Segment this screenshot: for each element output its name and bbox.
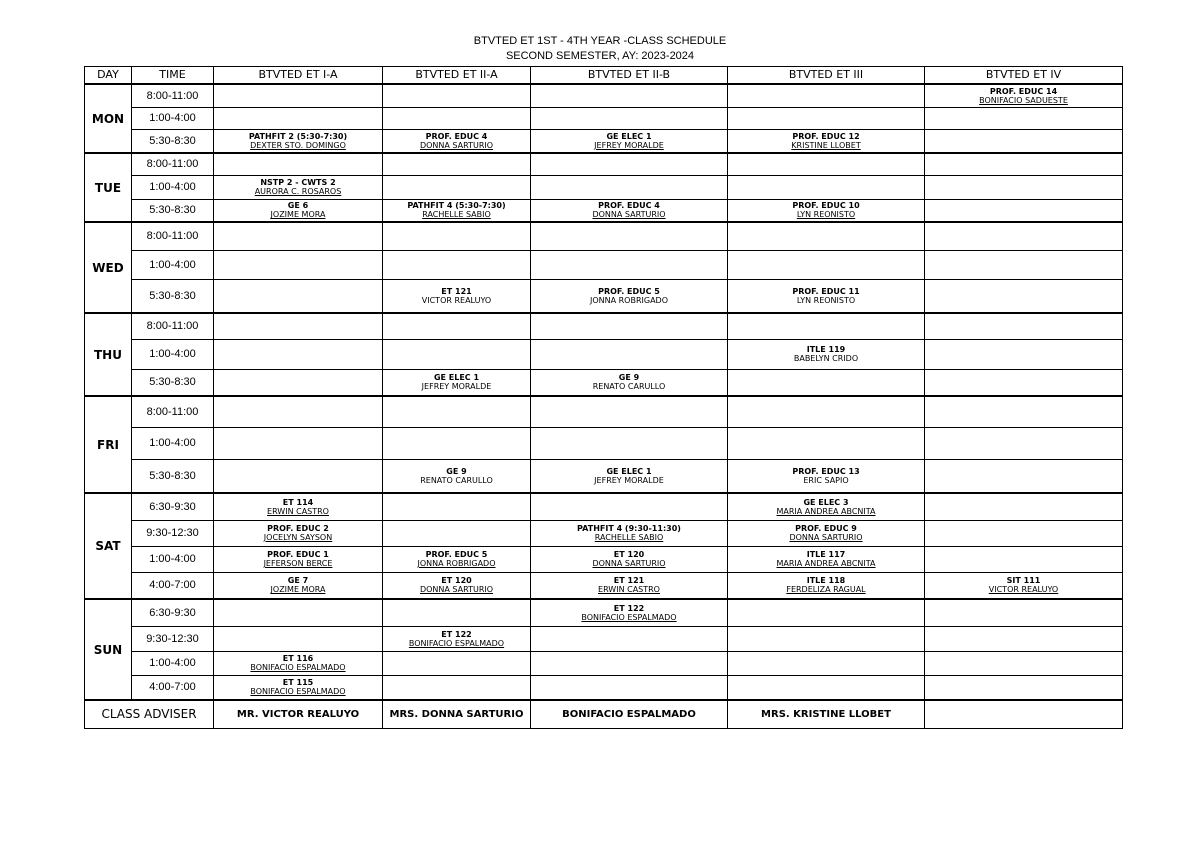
time-slot: 1:00-4:00 bbox=[132, 250, 214, 279]
class-cell bbox=[531, 520, 728, 546]
instructor-name: DONNA SARTURIO bbox=[419, 585, 494, 595]
subject-code: GE ELEC 3 bbox=[803, 497, 849, 507]
class-cell bbox=[925, 675, 1123, 700]
time-slot: 8:00-11:00 bbox=[132, 153, 214, 175]
class-cell bbox=[383, 313, 531, 339]
class-cell bbox=[925, 153, 1123, 175]
class-adviser-name: MRS. DONNA SARTURIO bbox=[383, 700, 531, 728]
instructor-name: ERIC SAPIO bbox=[803, 475, 849, 485]
instructor-name: KRISTINE LLOBET bbox=[791, 140, 861, 150]
time-slot: 1:00-4:00 bbox=[132, 427, 214, 459]
schedule-table bbox=[84, 66, 1123, 729]
column-header-et-3: BTVTED ET III bbox=[728, 67, 925, 85]
instructor-name: VICTOR REALUYO bbox=[988, 585, 1059, 595]
schedule-row bbox=[85, 427, 1123, 459]
class-cell bbox=[531, 546, 728, 572]
class-cell bbox=[214, 459, 383, 493]
time-slot: 1:00-4:00 bbox=[132, 107, 214, 129]
time-slot: 8:00-11:00 bbox=[132, 396, 214, 427]
subject-code: PROF. EDUC 5 bbox=[598, 286, 660, 296]
subject-code: SIT 111 bbox=[1006, 576, 1041, 586]
instructor-name: JEFREY MORALDE bbox=[421, 382, 492, 392]
subject-code: PROF. EDUC 11 bbox=[792, 286, 860, 296]
schedule-row bbox=[85, 675, 1123, 700]
schedule-row bbox=[85, 520, 1123, 546]
instructor-name: JOCELYN SAYSON bbox=[263, 533, 333, 542]
class-cell bbox=[383, 651, 531, 675]
instructor-name: BONIFACIO ESPALMADO bbox=[581, 612, 677, 622]
instructor-name: RACHELLE SABIO bbox=[594, 533, 664, 542]
class-cell bbox=[383, 129, 531, 153]
class-cell bbox=[728, 493, 925, 520]
subject-code: PROF. EDUC 1 bbox=[267, 550, 329, 559]
instructor-name: MARIA ANDREA ABCNITA bbox=[776, 506, 876, 516]
class-cell bbox=[728, 84, 925, 107]
time-slot: 8:00-11:00 bbox=[132, 84, 214, 107]
class-cell bbox=[531, 175, 728, 199]
class-cell bbox=[925, 84, 1123, 107]
class-cell bbox=[383, 599, 531, 626]
schedule-row bbox=[85, 396, 1123, 427]
time-slot: 5:30-8:30 bbox=[132, 279, 214, 313]
class-cell bbox=[531, 396, 728, 427]
subject-code: NSTP 2 - CWTS 2 bbox=[260, 178, 336, 187]
class-cell bbox=[925, 339, 1123, 369]
column-header-et-4: BTVTED ET IV bbox=[925, 67, 1123, 85]
time-slot: 5:30-8:30 bbox=[132, 199, 214, 222]
subject-code: PROF. EDUC 4 bbox=[598, 201, 660, 211]
class-cell bbox=[214, 546, 383, 572]
instructor-name: BONIFACIO ESPALMADO bbox=[250, 663, 346, 672]
time-slot: 6:30-9:30 bbox=[132, 493, 214, 520]
class-cell bbox=[728, 427, 925, 459]
instructor-name: LYN REONISTO bbox=[796, 295, 856, 305]
class-cell bbox=[728, 626, 925, 651]
class-cell bbox=[383, 175, 531, 199]
class-cell bbox=[728, 339, 925, 369]
class-cell bbox=[531, 313, 728, 339]
schedule-body bbox=[85, 84, 1123, 728]
subject-code: ET 120 bbox=[441, 576, 472, 586]
schedule-row bbox=[85, 129, 1123, 153]
class-cell bbox=[383, 369, 531, 396]
class-cell bbox=[214, 107, 383, 129]
subject-code: ET 120 bbox=[613, 550, 645, 559]
instructor-name: LYN REONISTO bbox=[796, 210, 856, 220]
class-cell bbox=[925, 572, 1123, 599]
subject-code: PROF. EDUC 4 bbox=[425, 131, 488, 141]
class-cell bbox=[728, 250, 925, 279]
class-cell bbox=[214, 175, 383, 199]
class-cell bbox=[383, 153, 531, 175]
class-cell bbox=[925, 396, 1123, 427]
instructor-name: BONIFACIO ESPALMADO bbox=[250, 687, 346, 697]
subject-code: ET 122 bbox=[613, 603, 645, 613]
schedule-title: BTVTED ET 1ST - 4TH YEAR -CLASS SCHEDULE bbox=[473, 35, 727, 47]
instructor-name: JEFREY MORALDE bbox=[594, 140, 664, 150]
class-cell bbox=[531, 459, 728, 493]
class-cell bbox=[531, 427, 728, 459]
class-cell bbox=[383, 396, 531, 427]
instructor-name: RENATO CARULLO bbox=[592, 382, 666, 392]
class-cell bbox=[728, 396, 925, 427]
class-cell bbox=[728, 651, 925, 675]
class-cell bbox=[383, 427, 531, 459]
class-cell bbox=[925, 313, 1123, 339]
class-cell bbox=[214, 250, 383, 279]
class-cell bbox=[383, 546, 531, 572]
day-label: WED bbox=[85, 222, 132, 313]
column-header-time: TIME bbox=[132, 67, 214, 85]
subject-code: ITLE 118 bbox=[806, 576, 846, 586]
instructor-name: FERDELIZA RAGUAL bbox=[786, 585, 866, 595]
instructor-name: ERWIN CASTRO bbox=[267, 506, 329, 516]
subject-code: GE 6 bbox=[287, 201, 309, 211]
class-cell bbox=[214, 626, 383, 651]
class-cell bbox=[925, 626, 1123, 651]
class-cell bbox=[925, 459, 1123, 493]
class-cell bbox=[531, 369, 728, 396]
schedule-row bbox=[85, 222, 1123, 250]
class-cell bbox=[383, 459, 531, 493]
instructor-name: DONNA SARTURIO bbox=[419, 140, 494, 150]
class-cell bbox=[383, 626, 531, 651]
subject-code: ET 121 bbox=[441, 286, 472, 296]
class-cell bbox=[728, 459, 925, 493]
instructor-name: JEFREY MORALDE bbox=[594, 475, 664, 485]
class-cell bbox=[531, 129, 728, 153]
class-cell bbox=[531, 339, 728, 369]
class-cell bbox=[383, 250, 531, 279]
class-cell bbox=[728, 107, 925, 129]
class-cell bbox=[925, 175, 1123, 199]
subject-code: GE ELEC 1 bbox=[606, 131, 652, 141]
subject-code: GE 9 bbox=[446, 466, 467, 476]
subject-code: PROF. EDUC 5 bbox=[425, 550, 488, 559]
day-label: TUE bbox=[85, 153, 132, 222]
subject-code: ET 122 bbox=[441, 629, 472, 639]
class-cell bbox=[531, 107, 728, 129]
class-cell bbox=[531, 493, 728, 520]
class-adviser-name: MR. VICTOR REALUYO bbox=[214, 700, 383, 728]
time-slot: 5:30-8:30 bbox=[132, 369, 214, 396]
schedule-row bbox=[85, 153, 1123, 175]
day-label: THU bbox=[85, 313, 132, 396]
instructor-name: DEXTER STO. DOMINGO bbox=[250, 140, 346, 150]
schedule-row bbox=[85, 250, 1123, 279]
day-label: SUN bbox=[85, 599, 132, 700]
instructor-name: JEFERSON BERCE bbox=[263, 559, 333, 568]
class-cell bbox=[383, 279, 531, 313]
time-slot: 4:00-7:00 bbox=[132, 572, 214, 599]
class-cell bbox=[728, 279, 925, 313]
header-row bbox=[85, 67, 1123, 85]
schedule-row bbox=[85, 175, 1123, 199]
column-header-et-2b: BTVTED ET II-B bbox=[531, 67, 728, 85]
class-cell bbox=[531, 572, 728, 599]
class-cell bbox=[925, 107, 1123, 129]
class-cell bbox=[214, 339, 383, 369]
class-cell bbox=[728, 129, 925, 153]
class-cell bbox=[214, 427, 383, 459]
class-cell bbox=[214, 599, 383, 626]
class-cell bbox=[383, 339, 531, 369]
time-slot: 6:30-9:30 bbox=[132, 599, 214, 626]
time-slot: 1:00-4:00 bbox=[132, 339, 214, 369]
class-cell bbox=[925, 199, 1123, 222]
time-slot: 9:30-12:30 bbox=[132, 520, 214, 546]
subject-code: GE 7 bbox=[287, 576, 309, 586]
subject-code: ET 115 bbox=[282, 678, 314, 688]
class-cell bbox=[214, 572, 383, 599]
schedule-row bbox=[85, 369, 1123, 396]
time-slot: 9:30-12:30 bbox=[132, 626, 214, 651]
subject-code: PATHFIT 4 (9:30-11:30) bbox=[577, 524, 681, 533]
class-cell bbox=[925, 129, 1123, 153]
subject-code: GE ELEC 1 bbox=[433, 373, 480, 383]
subject-code: ITLE 119 bbox=[806, 345, 846, 354]
subject-code: GE ELEC 1 bbox=[606, 466, 652, 476]
class-cell bbox=[925, 493, 1123, 520]
class-cell bbox=[925, 279, 1123, 313]
class-cell bbox=[214, 153, 383, 175]
class-cell bbox=[214, 651, 383, 675]
instructor-name: JOZIME MORA bbox=[270, 210, 326, 220]
class-cell bbox=[728, 546, 925, 572]
subject-code: PATHFIT 2 (5:30-7:30) bbox=[248, 131, 348, 141]
class-cell bbox=[728, 222, 925, 250]
time-slot: 1:00-4:00 bbox=[132, 546, 214, 572]
instructor-name: DONNA SARTURIO bbox=[592, 210, 666, 220]
class-cell bbox=[925, 520, 1123, 546]
class-cell bbox=[728, 153, 925, 175]
class-cell bbox=[531, 651, 728, 675]
class-cell bbox=[214, 129, 383, 153]
subject-code: PROF. EDUC 14 bbox=[989, 86, 1058, 96]
schedule-row bbox=[85, 84, 1123, 107]
class-adviser-label: CLASS ADVISER bbox=[85, 700, 214, 728]
class-cell bbox=[531, 279, 728, 313]
subject-code: PATHFIT 4 (5:30-7:30) bbox=[407, 201, 506, 211]
class-cell bbox=[214, 396, 383, 427]
class-cell bbox=[383, 520, 531, 546]
schedule-row bbox=[85, 651, 1123, 675]
subject-code: PROF. EDUC 10 bbox=[792, 201, 860, 211]
class-cell bbox=[531, 153, 728, 175]
instructor-name: RENATO CARULLO bbox=[420, 475, 493, 485]
instructor-name: JOZIME MORA bbox=[270, 585, 326, 595]
column-header-et-2a: BTVTED ET II-A bbox=[383, 67, 531, 85]
time-slot: 5:30-8:30 bbox=[132, 459, 214, 493]
class-cell bbox=[214, 493, 383, 520]
class-cell bbox=[531, 675, 728, 700]
schedule-row bbox=[85, 546, 1123, 572]
time-slot: 8:00-11:00 bbox=[132, 222, 214, 250]
class-cell bbox=[214, 222, 383, 250]
class-cell bbox=[925, 250, 1123, 279]
instructor-name: RACHELLE SABIO bbox=[422, 210, 491, 220]
subject-code: PROF. EDUC 13 bbox=[792, 466, 860, 476]
subject-code: ET 121 bbox=[613, 576, 645, 586]
schedule-row bbox=[85, 493, 1123, 520]
class-cell bbox=[728, 369, 925, 396]
class-adviser-name: MRS. KRISTINE LLOBET bbox=[728, 700, 925, 728]
class-cell bbox=[728, 199, 925, 222]
schedule-row bbox=[85, 572, 1123, 599]
day-label: FRI bbox=[85, 396, 132, 493]
column-header-et-1a: BTVTED ET I-A bbox=[214, 67, 383, 85]
class-cell bbox=[925, 651, 1123, 675]
class-cell bbox=[925, 599, 1123, 626]
time-slot: 1:00-4:00 bbox=[132, 651, 214, 675]
instructor-name: VICTOR REALUYO bbox=[421, 295, 492, 305]
class-cell bbox=[531, 626, 728, 651]
class-cell bbox=[728, 520, 925, 546]
class-cell bbox=[728, 313, 925, 339]
class-cell bbox=[214, 279, 383, 313]
column-header-day: DAY bbox=[85, 67, 132, 85]
schedule-row bbox=[85, 339, 1123, 369]
class-cell bbox=[214, 369, 383, 396]
class-cell bbox=[531, 599, 728, 626]
time-slot: 4:00-7:00 bbox=[132, 675, 214, 700]
class-cell bbox=[531, 199, 728, 222]
class-cell bbox=[214, 313, 383, 339]
day-label: MON bbox=[85, 84, 132, 153]
class-cell bbox=[383, 199, 531, 222]
subject-code: ITLE 117 bbox=[806, 550, 846, 559]
schedule-row bbox=[85, 107, 1123, 129]
class-cell bbox=[728, 572, 925, 599]
class-cell bbox=[214, 675, 383, 700]
class-cell bbox=[728, 599, 925, 626]
instructor-name: ERWIN CASTRO bbox=[598, 585, 660, 595]
class-cell bbox=[383, 493, 531, 520]
class-cell bbox=[728, 175, 925, 199]
time-slot: 8:00-11:00 bbox=[132, 313, 214, 339]
subject-code: ET 116 bbox=[282, 654, 314, 663]
instructor-name: MARIA ANDREA ABCNITA bbox=[776, 559, 876, 568]
time-slot: 1:00-4:00 bbox=[132, 175, 214, 199]
class-cell bbox=[925, 222, 1123, 250]
time-slot: 5:30-8:30 bbox=[132, 129, 214, 153]
instructor-name: AURORA C. ROSAROS bbox=[254, 187, 342, 196]
instructor-name: DONNA SARTURIO bbox=[789, 533, 863, 542]
class-cell bbox=[925, 427, 1123, 459]
subject-code: GE 9 bbox=[618, 373, 640, 383]
instructor-name: BONIFACIO SADUESTE bbox=[979, 95, 1068, 105]
subject-code: PROF. EDUC 12 bbox=[792, 131, 860, 141]
schedule-subtitle: SECOND SEMESTER, AY: 2023-2024 bbox=[505, 50, 695, 62]
class-cell bbox=[214, 199, 383, 222]
schedule-row bbox=[85, 199, 1123, 222]
class-cell bbox=[214, 84, 383, 107]
schedule-row bbox=[85, 279, 1123, 313]
class-cell bbox=[531, 84, 728, 107]
class-cell bbox=[531, 222, 728, 250]
class-cell bbox=[925, 546, 1123, 572]
subject-code: ET 114 bbox=[282, 497, 314, 507]
schedule-row bbox=[85, 626, 1123, 651]
subject-code: PROF. EDUC 2 bbox=[267, 524, 329, 533]
class-cell bbox=[383, 675, 531, 700]
class-adviser-row bbox=[85, 700, 1123, 728]
class-cell bbox=[383, 222, 531, 250]
instructor-name: JONNA ROBRIGADO bbox=[417, 559, 496, 568]
schedule-row bbox=[85, 459, 1123, 493]
instructor-name: DONNA SARTURIO bbox=[592, 559, 666, 568]
class-cell bbox=[383, 84, 531, 107]
schedule-row bbox=[85, 599, 1123, 626]
schedule-row bbox=[85, 313, 1123, 339]
class-cell bbox=[383, 572, 531, 599]
instructor-name: BONIFACIO ESPALMADO bbox=[408, 638, 505, 648]
day-label: SAT bbox=[85, 493, 132, 599]
class-cell bbox=[383, 107, 531, 129]
class-cell bbox=[531, 250, 728, 279]
instructor-name: JONNA ROBRIGADO bbox=[589, 295, 669, 305]
class-cell bbox=[728, 675, 925, 700]
instructor-name: BABELYN CRIDO bbox=[793, 354, 859, 363]
class-adviser-name bbox=[925, 700, 1123, 728]
class-cell bbox=[925, 369, 1123, 396]
class-adviser-name: BONIFACIO ESPALMADO bbox=[531, 700, 728, 728]
subject-code: PROF. EDUC 9 bbox=[795, 524, 857, 533]
class-cell bbox=[214, 520, 383, 546]
